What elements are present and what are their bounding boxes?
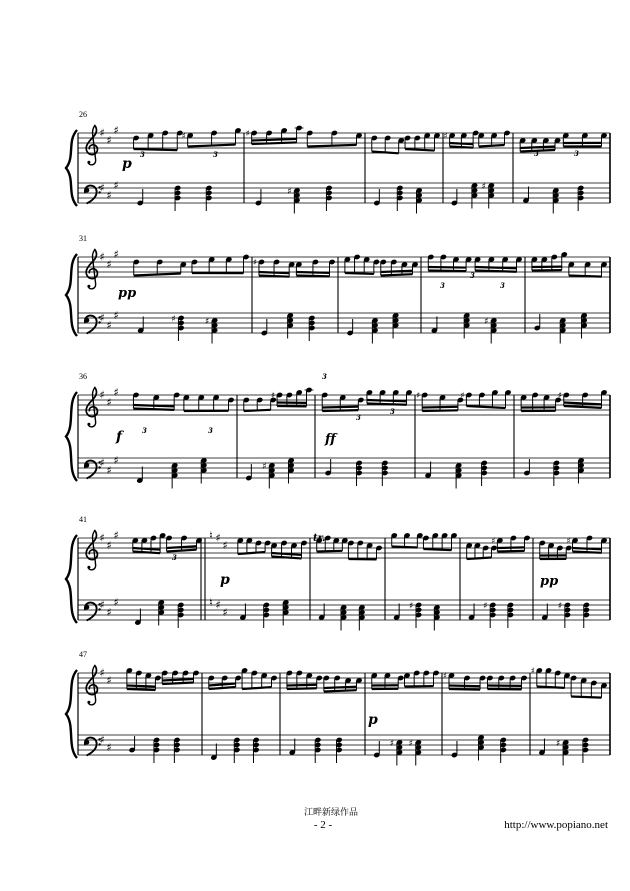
svg-text:♯: ♯ (99, 388, 105, 402)
measure-number: 31 (79, 234, 87, 243)
svg-text:♯: ♯ (416, 391, 421, 401)
measure-number: 36 (79, 372, 87, 381)
svg-text:♯: ♯ (484, 317, 489, 327)
svg-text:♯: ♯ (99, 311, 105, 325)
svg-text:♯: ♯ (171, 314, 176, 325)
svg-text:♯: ♯ (204, 317, 210, 327)
svg-text:♯: ♯ (113, 248, 119, 261)
treble-clef-icon (86, 531, 97, 570)
svg-text:♯: ♯ (99, 598, 105, 612)
composer-credit: 江畔新绿作品 (303, 807, 358, 817)
triplet-number: 3 (390, 407, 395, 416)
triplet-number: 3 (208, 426, 213, 435)
triplet-number: 3 (440, 281, 445, 290)
system-brace (66, 130, 77, 206)
triplet-number: 3 (534, 149, 539, 158)
svg-text:♯: ♯ (215, 598, 221, 612)
dynamic-marking: pp (118, 286, 137, 301)
svg-text:♯: ♯ (99, 126, 105, 140)
dynamic-marking: p (368, 712, 378, 728)
svg-text:♯: ♯ (222, 606, 228, 619)
measure-number: 26 (79, 110, 87, 119)
svg-text:♯: ♯ (252, 258, 258, 268)
grand-staff-system-41 (66, 515, 610, 631)
svg-text:♯: ♯ (557, 391, 562, 401)
measure-number: 47 (79, 650, 87, 659)
svg-text:♯: ♯ (106, 539, 112, 552)
svg-text:♯: ♯ (106, 319, 112, 332)
svg-text:♯: ♯ (389, 739, 395, 749)
svg-text:♯: ♯ (113, 309, 119, 322)
svg-text:♯: ♯ (99, 666, 105, 680)
svg-text:♯: ♯ (566, 536, 571, 547)
svg-text:♯: ♯ (245, 129, 250, 139)
svg-text:♯: ♯ (113, 529, 119, 542)
triplet-number: 3 (500, 281, 505, 290)
system-brace (66, 254, 77, 336)
triplet-number: 3 (574, 149, 579, 158)
svg-text:♯: ♯ (106, 189, 112, 202)
svg-text:♯: ♯ (287, 187, 292, 197)
svg-text:♯: ♯ (270, 391, 276, 401)
triplet-number: 3 (142, 426, 147, 435)
system-brace (66, 535, 77, 623)
svg-text:♯: ♯ (99, 456, 105, 470)
svg-text:♯: ♯ (106, 606, 112, 619)
triplet-number: 3 (356, 413, 361, 422)
svg-text:♯: ♯ (113, 124, 119, 137)
measure-number: 41 (79, 515, 87, 524)
svg-text:♯: ♯ (113, 454, 119, 467)
system-brace (66, 392, 77, 481)
grand-staff-system-31 (66, 234, 610, 344)
grand-staff-system-47 (66, 650, 610, 766)
triplet-number: 3 (140, 150, 145, 159)
triplet-number: 3 (213, 150, 218, 159)
grand-staff-system-26 (66, 110, 610, 214)
triplet-number: 3 (322, 372, 327, 381)
svg-text:♯: ♯ (491, 536, 496, 547)
svg-text:♯: ♯ (106, 134, 112, 147)
svg-text:♯: ♯ (460, 391, 465, 401)
svg-text:♯: ♯ (556, 739, 561, 749)
page-number: - 2 - (313, 819, 333, 831)
svg-text:♯: ♯ (222, 539, 228, 552)
svg-text:♯: ♯ (481, 182, 486, 192)
svg-text:♯: ♯ (113, 596, 119, 609)
trill-marking: tr. (313, 533, 326, 544)
grand-staff-system-36 (66, 372, 610, 489)
svg-text:♯: ♯ (215, 531, 221, 545)
svg-text:♯: ♯ (530, 666, 535, 677)
svg-text:♯: ♯ (181, 131, 186, 142)
svg-text:♯: ♯ (106, 396, 112, 409)
dynamic-marking: p (220, 572, 230, 588)
svg-text:♯: ♯ (99, 181, 105, 195)
svg-text:♯: ♯ (99, 531, 105, 545)
svg-text:♯: ♯ (99, 250, 105, 264)
svg-text:♯: ♯ (113, 179, 119, 192)
svg-text:♯: ♯ (408, 739, 414, 749)
svg-text:♯: ♯ (408, 601, 414, 612)
triplet-number: 3 (172, 553, 177, 562)
dynamic-marking: ff (325, 432, 336, 447)
svg-text:♯: ♯ (106, 741, 112, 754)
svg-text:♯: ♯ (442, 671, 448, 682)
svg-text:♯: ♯ (106, 464, 112, 477)
svg-text:♯: ♯ (106, 258, 112, 271)
svg-text:♯: ♯ (113, 386, 119, 399)
dynamic-marking: p (122, 156, 132, 172)
svg-text:♮: ♮ (209, 529, 213, 542)
svg-text:♯: ♯ (483, 601, 488, 612)
treble-clef-icon (86, 388, 97, 427)
svg-text:♯: ♯ (99, 733, 105, 747)
svg-text:♯: ♯ (374, 258, 379, 268)
dynamic-marking: f (116, 429, 123, 445)
triplet-number: 3 (470, 271, 475, 280)
svg-text:♯: ♯ (443, 131, 448, 142)
treble-clef-icon (86, 666, 97, 705)
svg-text:♯: ♯ (106, 674, 112, 687)
treble-clef-icon (86, 250, 97, 289)
svg-text:♯: ♯ (557, 601, 563, 612)
svg-text:♯: ♯ (262, 462, 267, 472)
treble-clef-icon (86, 126, 97, 165)
svg-text:♮: ♮ (209, 596, 213, 609)
system-brace (66, 670, 77, 758)
dynamic-marking: pp (540, 574, 559, 589)
website-url: http://www.popiano.net (504, 819, 608, 831)
